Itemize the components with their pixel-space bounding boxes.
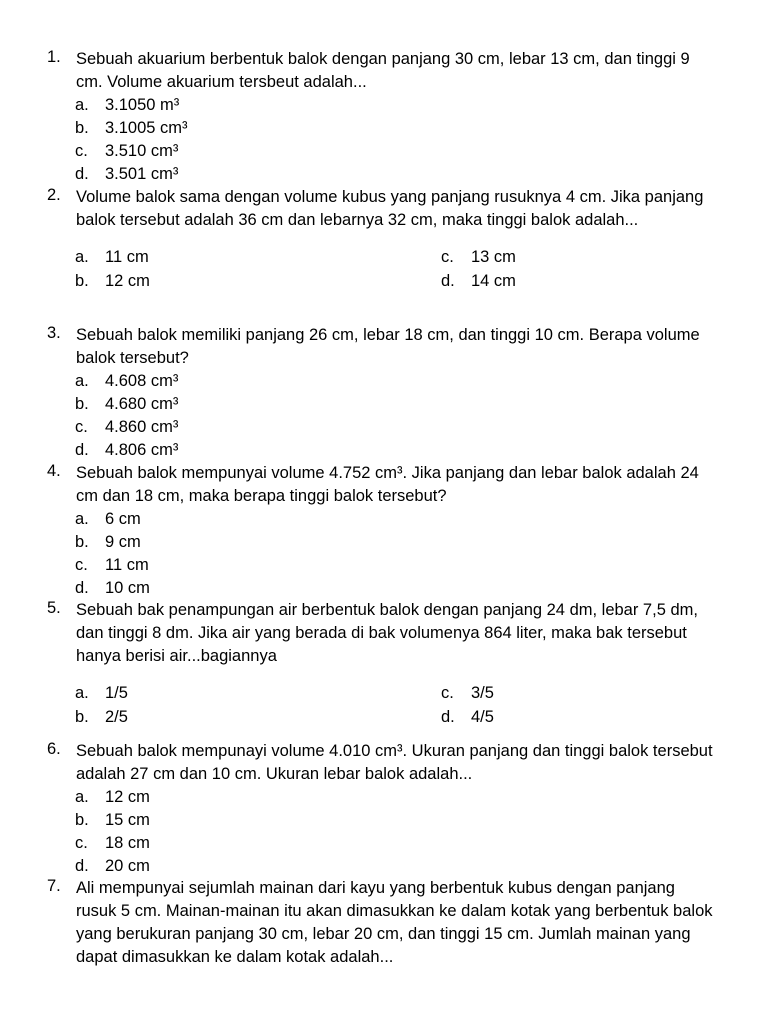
option-text-b[interactable]: 12 cm (105, 272, 150, 290)
option-letter: c. (75, 834, 88, 852)
question-number: 2. (47, 186, 61, 204)
option-b[interactable] (47, 531, 717, 554)
options-grid (47, 681, 717, 729)
option-d[interactable] (47, 855, 717, 878)
option-c[interactable] (47, 554, 717, 577)
option-a[interactable] (47, 94, 717, 117)
option-text: 15 cm (105, 811, 150, 829)
question-number: 3. (47, 324, 61, 342)
option-letter: d. (75, 857, 89, 875)
option-letter-a[interactable]: a. (75, 684, 89, 702)
option-text: 18 cm (105, 834, 150, 852)
option-letter: c. (75, 556, 88, 574)
option-letter-b[interactable]: b. (75, 708, 89, 726)
option-letter: a. (75, 96, 89, 114)
option-letter: b. (75, 119, 89, 137)
option-letter: c. (75, 418, 88, 436)
question-number: 7. (47, 877, 61, 895)
option-a[interactable] (47, 370, 717, 393)
option-text: 20 cm (105, 857, 150, 875)
option-text: 12 cm (105, 788, 150, 806)
option-c[interactable] (47, 832, 717, 855)
question-3 (47, 324, 717, 462)
option-d[interactable] (47, 577, 717, 600)
question-5 (47, 599, 717, 729)
question-text: Sebuah bak penampungan air berbentuk balok dengan panjang 24 dm, lebar 7,5 dm, dan tinggi 8 dm. Jika air yang berada di bak volumenya 864 liter, maka bak tersebut hanya berisi air...bagiannya (76, 601, 698, 665)
option-c[interactable] (47, 140, 717, 163)
option-text: 3.1050 m³ (105, 96, 180, 114)
question-4 (47, 462, 717, 600)
option-b[interactable] (47, 393, 717, 416)
question-number: 1. (47, 48, 61, 66)
option-text: 9 cm (105, 533, 141, 551)
question-text: Sebuah akuarium berbentuk balok dengan panjang 30 cm, lebar 13 cm, dan tinggi 9 cm. Volume akuarium tersbeut adalah... (76, 50, 690, 91)
option-letter: b. (75, 811, 89, 829)
option-letter-d[interactable]: d. (441, 708, 455, 726)
option-text: 10 cm (105, 579, 150, 597)
option-d[interactable] (47, 439, 717, 462)
question-6 (47, 740, 717, 878)
option-text: 4.680 cm³ (105, 395, 179, 413)
option-c[interactable] (47, 416, 717, 439)
option-text-c[interactable]: 3/5 (471, 684, 494, 702)
option-text-b[interactable]: 2/5 (105, 708, 128, 726)
option-text: 4.806 cm³ (105, 441, 179, 459)
option-text: 4.860 cm³ (105, 418, 179, 436)
question-number: 4. (47, 462, 61, 480)
question-1 (47, 48, 717, 186)
question-2 (47, 186, 717, 293)
option-letter: a. (75, 788, 89, 806)
option-letter: a. (75, 510, 89, 528)
option-letter: d. (75, 579, 89, 597)
option-text: 11 cm (105, 556, 149, 574)
option-letter: b. (75, 533, 89, 551)
question-text: Sebuah balok mempunyai volume 4.752 cm³. Jika panjang dan lebar balok adalah 24 cm dan 18 cm, maka berapa tinggi balok tersebut? (76, 464, 699, 505)
option-text: 3.510 cm³ (105, 142, 179, 160)
option-text: 3.1005 cm³ (105, 119, 188, 137)
option-letter: d. (75, 441, 89, 459)
option-text-a[interactable]: 11 cm (105, 248, 149, 266)
question-text: Sebuah balok mempunayi volume 4.010 cm³. Ukuran panjang dan tinggi balok tersebut adalah 27 cm dan 10 cm. Ukuran lebar balok adalah... (76, 742, 713, 783)
option-d[interactable] (47, 163, 717, 186)
question-text: Volume balok sama dengan volume kubus yang panjang rusuknya 4 cm. Jika panjang balok tersebut adalah 36 cm dan lebarnya 32 cm, maka tinggi balok adalah... (76, 188, 704, 229)
option-letter-b[interactable]: b. (75, 272, 89, 290)
option-text: 3.501 cm³ (105, 165, 179, 183)
option-text-c[interactable]: 13 cm (471, 248, 516, 266)
question-number: 5. (47, 599, 61, 617)
option-a[interactable] (47, 786, 717, 809)
option-text: 4.608 cm³ (105, 372, 179, 390)
option-letter: a. (75, 372, 89, 390)
option-letter-a[interactable]: a. (75, 248, 89, 266)
option-letter: d. (75, 165, 89, 183)
option-b[interactable] (47, 809, 717, 832)
option-letter-d[interactable]: d. (441, 272, 455, 290)
option-letter-c[interactable]: c. (441, 248, 454, 266)
option-text-d[interactable]: 14 cm (471, 272, 516, 290)
option-text: 6 cm (105, 510, 141, 528)
question-text: Sebuah balok memiliki panjang 26 cm, lebar 18 cm, dan tinggi 10 cm. Berapa volume balok tersebut? (76, 326, 700, 367)
option-letter: c. (75, 142, 88, 160)
question-7 (47, 877, 717, 969)
option-b[interactable] (47, 117, 717, 140)
option-letter: b. (75, 395, 89, 413)
options-grid (47, 245, 717, 293)
option-text-d[interactable]: 4/5 (471, 708, 494, 726)
option-a[interactable] (47, 508, 717, 531)
option-letter-c[interactable]: c. (441, 684, 454, 702)
question-text: Ali mempunyai sejumlah mainan dari kayu yang berbentuk kubus dengan panjang rusuk 5 cm. Mainan-mainan itu akan dimasukkan ke dalam kotak yang berbentuk balok yang berukuran panjang 30 cm, lebar 20 cm, dan tinggi 15 cm. Jumlah mainan yang dapat dimasukkan ke dalam kotak adalah... (76, 879, 713, 966)
option-text-a[interactable]: 1/5 (105, 684, 128, 702)
question-number: 6. (47, 740, 61, 758)
